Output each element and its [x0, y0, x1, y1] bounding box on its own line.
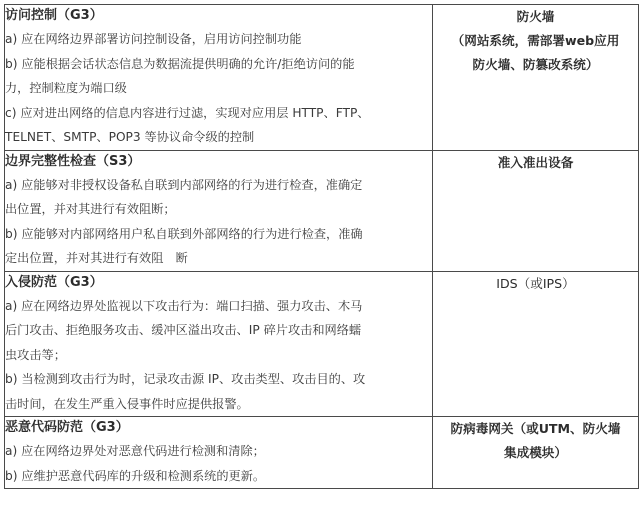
requirement-cell — [5, 271, 433, 417]
requirement-cell — [5, 417, 433, 489]
requirement-cell — [5, 150, 433, 271]
solution-cell — [433, 417, 639, 489]
solution-line: 防病毒网关（或UTM、防火墙 — [450, 421, 621, 436]
requirements-table — [4, 4, 639, 489]
requirement-line: a) 应在网络边界处对恶意代码进行检测和清除； — [5, 444, 265, 458]
section-heading: 边界完整性检查（S3） — [5, 153, 141, 169]
requirement-line: 后门攻击、拒绝服务攻击、缓冲区溢出攻击、IP 碎片攻击和网络蠕 — [5, 323, 362, 337]
requirement-line: 力，控制粒度为端口级 — [5, 81, 127, 95]
requirement-line: b) 应能够对内部网络用户私自联到外部网络的行为进行检查，准确 — [5, 226, 363, 241]
requirement-line: a) 应能够对非授权设备私自联到内部网络的行为进行检查，准确定 — [5, 177, 363, 192]
requirement-cell — [5, 5, 433, 151]
table-row-intrusion-prevention — [5, 271, 639, 417]
solution-line: IDS（或IPS） — [496, 275, 575, 291]
section-heading: 访问控制（G3） — [5, 8, 103, 23]
requirement-line: b) 应能根据会话状态信息为数据流提供明确的允许/拒绝访问的能 — [5, 56, 355, 71]
table-row-malicious-code — [5, 417, 639, 489]
solution-line: 防火墙 — [516, 9, 555, 24]
requirement-line: a) 应在网络边界处监视以下攻击行为：端口扫描、强力攻击、木马 — [5, 298, 363, 313]
solution-cell — [433, 150, 639, 271]
requirement-line: 定出位置，并对其进行有效阻 断 — [5, 251, 188, 265]
table-row-access-control — [5, 5, 639, 151]
solution-line: 集成模块） — [504, 445, 567, 460]
requirement-line: a) 应在网络边界部署访问控制设备，启用访问控制功能 — [5, 32, 302, 46]
requirement-line: b) 应维护恶意代码库的升级和检测系统的更新。 — [5, 468, 266, 483]
requirement-line: c) 应对进出网络的信息内容进行过滤，实现对应用层 HTTP、FTP、 — [5, 105, 370, 120]
requirement-line: b) 当检测到攻击行为时，记录攻击源 IP、攻击类型、攻击目的、攻 — [5, 372, 366, 386]
solution-line: 防火墙、防篡改系统） — [472, 57, 599, 72]
solution-line: （网站系统，需部署web应用 — [451, 33, 620, 48]
table-row-boundary-integrity — [5, 150, 639, 271]
section-heading: 入侵防范（G3） — [5, 274, 103, 290]
solution-line: 准入准出设备 — [497, 154, 574, 170]
section-heading: 恶意代码防范（G3） — [5, 420, 129, 435]
solution-cell — [433, 271, 639, 417]
solution-cell — [433, 5, 639, 151]
requirement-line: 虫攻击等； — [5, 347, 66, 362]
requirement-line: 击时间，在发生严重入侵事件时应提供报警。 — [5, 396, 249, 411]
requirement-line: 出位置，并对其进行有效阻断； — [5, 202, 176, 216]
requirement-line: TELNET、SMTP、POP3 等协议命令级的控制 — [5, 130, 255, 144]
